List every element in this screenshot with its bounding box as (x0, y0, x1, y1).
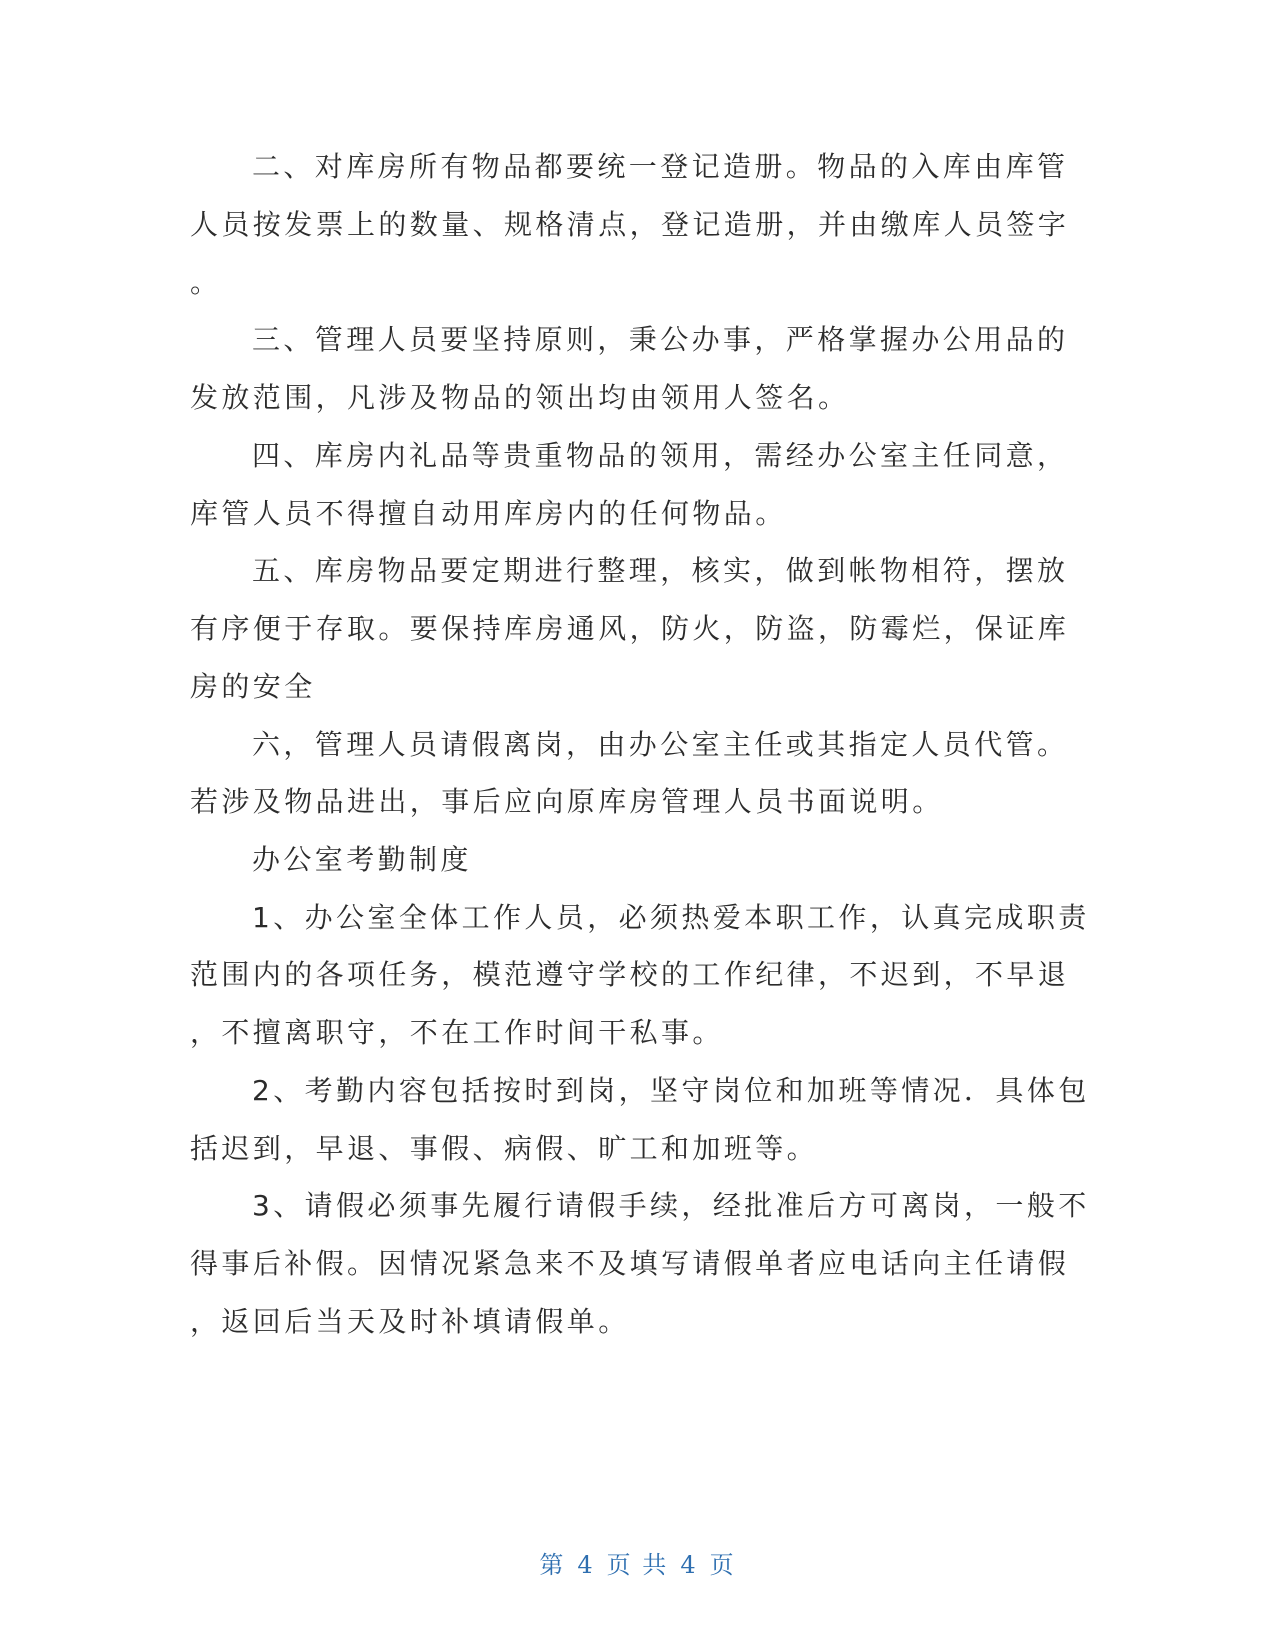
section-heading: 办公室考勤制度 (252, 843, 472, 876)
page-footer (0, 1545, 1275, 1580)
footer-total-pages: 4 (680, 1551, 698, 1579)
text-line: 六，管理人员请假离岗，由办公室主任或其指定人员代管。 (252, 728, 1069, 761)
footer-suffix: 页 (709, 1551, 736, 1579)
text-line: 若涉及物品进出，事后应向原库房管理人员书面说明。 (190, 785, 944, 818)
footer-prefix: 第 (539, 1551, 566, 1579)
text-line: 五、库房物品要定期进行整理，核实，做到帐物相符，摆放 (252, 554, 1069, 587)
text-line: 括迟到，早退、事假、病假、旷工和加班等。 (190, 1132, 819, 1165)
text-line: ，不擅离职守，不在工作时间干私事。 (190, 1016, 724, 1049)
text-line: 三、管理人员要坚持原则，秉公办事，严格掌握办公用品的 (252, 323, 1069, 356)
text-line: 范围内的各项任务，模范遵守学校的工作纪律，不迟到，不早退 (190, 958, 1070, 991)
text-line: 有序便于存取。要保持库房通风，防火，防盗，防霉烂，保证库 (190, 612, 1070, 645)
text-line: 库管人员不得擅自动用库房内的任何物品。 (190, 497, 787, 530)
text-line: ，返回后当天及时补填请假单。 (190, 1305, 630, 1338)
text-line: 。 (190, 266, 222, 299)
footer-page-number: 4 (577, 1551, 595, 1579)
text-line: 3、请假必须事先履行请假手续，经批准后方可离岗，一般不 (252, 1189, 1090, 1222)
text-line: 人员按发票上的数量、规格清点，登记造册，并由缴库人员签字 (190, 208, 1070, 241)
footer-middle: 页 共 (606, 1551, 669, 1579)
text-line: 二、对库房所有物品都要统一登记造册。物品的入库由库管 (252, 150, 1069, 183)
text-line: 1、办公室全体工作人员，必须热爱本职工作，认真完成职责 (252, 901, 1090, 934)
text-line: 得事后补假。因情况紧急来不及填写请假单者应电话向主任请假 (190, 1247, 1070, 1280)
text-line: 四、库房内礼品等贵重物品的领用，需经办公室主任同意， (252, 439, 1069, 472)
text-line: 2、考勤内容包括按时到岗，坚守岗位和加班等情况．具体包 (252, 1074, 1090, 1107)
text-line: 发放范围，凡涉及物品的领出均由领用人签名。 (190, 381, 850, 414)
text-line: 房的安全 (190, 670, 316, 703)
